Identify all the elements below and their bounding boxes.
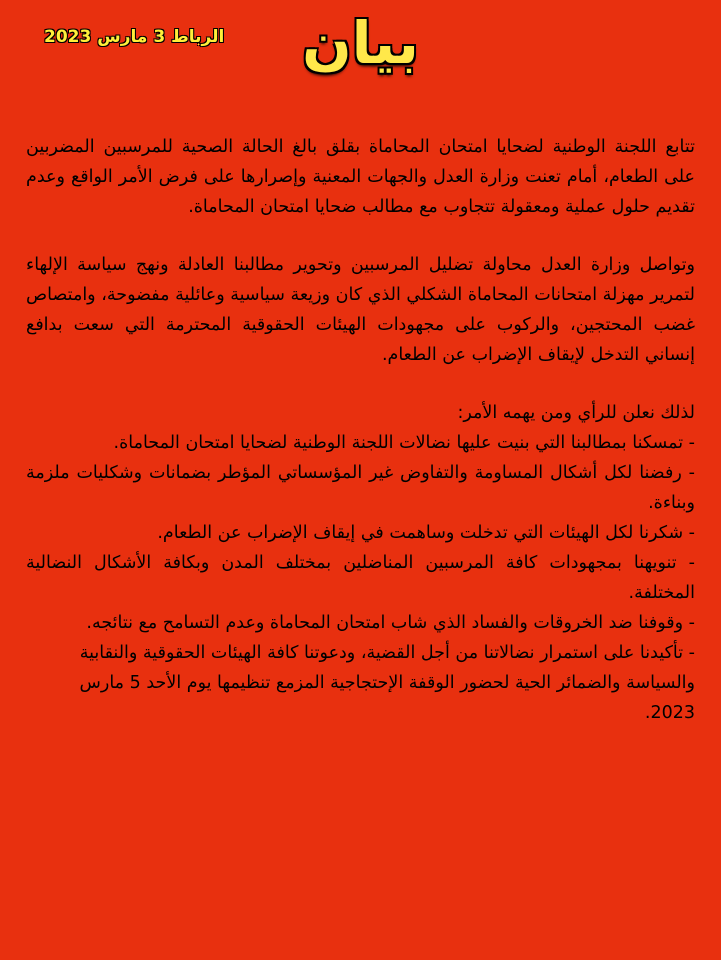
declaration-item-3: - شكرنا لكل الهيئات التي تدخلت وساهمت في إيقاف الإضراب عن الطعام. [157,523,695,543]
paragraph-1: تتابع اللجنة الوطنية لضحايا امتحان المحاماة بقلق بالغ الحالة الصحية للمرسبين المضربين على الطعام، أمام تعنت وزارة العدل والجهات المعنية وإصرارها على فرض الأمر الواقع وعدم تقديم حلول عملية ومعقولة تتجاوب مع مطالب ضحايا امتحان المحاماة. [26,137,695,217]
declaration-item-1: - تمسكنا بمطالبنا التي بنيت عليها نضالات اللجنة الوطنية لضحايا امتحان المحاماة. [113,433,695,453]
declaration-item-4: - تنويهنا بمجهودات كافة المرسبين المناضلين بمختلف المدن وبكافة الأشكال النضالية المختلفة. [26,553,695,603]
declaration-intro: لذلك نعلن للرأي ومن يهمه الأمر: [457,403,695,423]
paragraph-2: وتواصل وزارة العدل محاولة تضليل المرسبين وتحوير مطالبنا العادلة ونهج سياسة الإلهاء لتمرير مهزلة امتحانات المحاماة الشكلي الذي كان وزيعة سياسية وعائلية مفضوحة، وامتصاص غضب المحتجين، والركوب على مجهودات الهيئات الحقوقية المحترمة التي سعت بدافع إنساني التدخل لإيقاف الإضراب عن الطعام. [26,255,695,365]
statement-body [26,132,695,728]
page-title: بيان [302,9,419,77]
declaration-item-6: - تأكيدنا على استمرار نضالاتنا من أجل القضية، ودعوتنا كافة الهيئات الحقوقية والنقابية والسياسة والضمائر الحية لحضور الوقفة الإحتجاجية المزمع تنظيمها يوم الأحد 5 مارس 2023. [79,643,695,723]
declaration-item-5: - وقوفنا ضد الخروقات والفساد الذي شاب امتحان المحاماة وعدم التسامح مع نتائجه. [86,613,695,633]
date-line: الرباط 3 مارس 2023 [44,27,225,47]
declaration-item-2: - رفضنا لكل أشكال المساومة والتفاوض غير المؤسساتي المؤطر بضمانات وشكليات ملزمة وبناءة. [26,463,695,513]
declaration-list [26,398,695,728]
